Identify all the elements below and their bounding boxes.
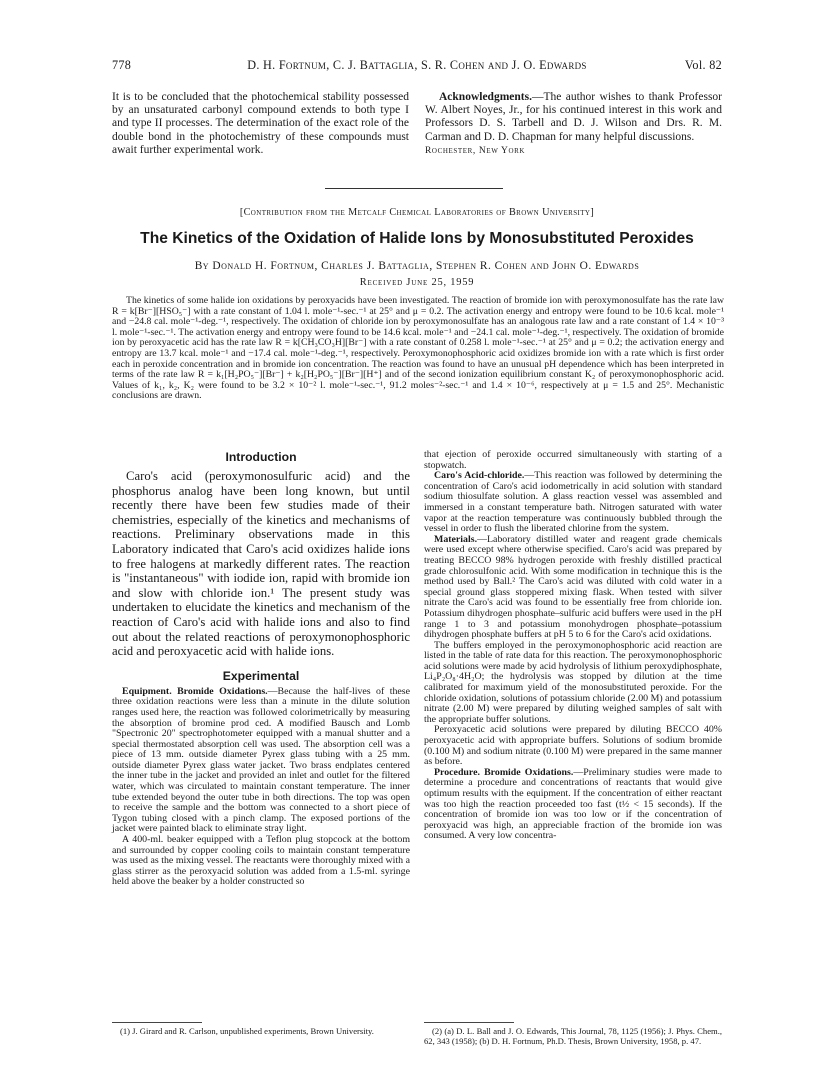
ack-heading: Acknowledgments. [439, 91, 532, 103]
introduction-heading: Introduction [225, 450, 297, 464]
equipment-text: —Because the half-lives of these three oxidation reactions were less than a minute in the dilute solution ranges used here, the reaction was followed colorimetrically by measuring the absorption of bromine prod ced. A modified Bausch and Lomb "Spectronic 20" spectrophotometer equipped with a manual shutter and a special thermostated absorption cell was used. The absorption cell was a piece of 13 mm. outside diameter Pyrex glass tubing with a 25 mm. outside diameter Pyrex glass water jacket. Two brass endplates centered the inner tube in the jacket and provided an inlet and outlet for the filtered water, which was circulated to maintain constant temperature. The inner tube extended beyond the outer tube in both directions. The top was open to receive the sample and the bottom was connected to a short piece of Tygon tubing closed with a pinch clamp. The exposed portions of the jacket were painted black to eliminate stray light. [112, 685, 410, 835]
prev-article-acknowledgments [425, 91, 722, 158]
procedure-heading: Procedure. Bromide Oxidations. [434, 766, 574, 778]
materials-text: —Laboratory distilled water and reagent grade chemicals were used except where otherwise specified. Caro's acid was prepared by treating BECCO 98% hydrogen peroxide with freshly distilled practical grade chlorosulfonic acid. With some modification in technique this is the method used by Ball.² The Caro's acid was diluted with cold water in a special ground glass stoppered mixing flask. When tested with silver nitrate the Caro's acid was found to be essentially free from chloride ion. Potassium dihydrogen phosphate–sulfuric acid buffers were used in the pH range 1 to 3 and potassium monohydrogen phosphate–potassium dihydrogen phosphate buffers at pH 5 to 6 for the Caro's acid oxidations. [424, 533, 722, 641]
equipment-paragraph [112, 687, 410, 835]
stopwatch-paragraph: that ejection of peroxide occurred simultaneously with starting of a stopwatch. [424, 449, 722, 471]
article-divider [325, 188, 503, 189]
mixing-vessel-paragraph: A 400-ml. beaker equipped with a Teflon plug stopcock at the bottom and surrounded by copper cooling coils to maintain constant temperature was used as the mixing vessel. The reactants were thoroughly mixed with a glass stirrer as the peroxyacid solution was added from a 1.5-ml. syringe held above the beaker by a holder constructed so [112, 834, 410, 888]
abstract [112, 296, 724, 402]
materials-paragraph [424, 535, 722, 641]
experimental-heading: Experimental [222, 668, 300, 683]
prev-article-location: Rochester, New York [425, 145, 526, 156]
buffers-paragraph: The buffers employed in the peroxymonophosphoric acid reaction are listed in the table of rate data for this reaction. The peroxymonophosphoric acid solutions were made by acid hydrolysis of lithium peroxydiphosphate, Li₄P₂O₈·4H₂O; the hydrolysis was stopped by dilution at the time calibrated for maximum yield of the monosubstituted peroxide. For the chloride oxidation, solutions of potassium chloride (2.00 M) and potassium nitrate (2.00 M) were prepared by diluting weighed samples of salt with the appropriate buffer solutions. [424, 639, 722, 725]
caro-chloride-heading: Caro's Acid-chloride. [434, 470, 525, 482]
footnote-2: (2) (a) D. L. Ball and J. O. Edwards, This Journal, 78, 1125 (1956); J. Phys. Chem., 62, 343 (1958); (b) D. H. Fortnum, Ph.D. Thesis, Brown University, 1958, p. 47. [424, 1026, 722, 1047]
introduction-text: Caro's acid (peroxymonosulfuric acid) and the phosphorus analog have been long known, but until recently there have been few studies made of their chemistries, especially of the kinetics and mechanisms of reactions. Preliminary observations made in this Laboratory indicated that Caro's acid oxidizes halide ions to free halogens at markedly different rates. The reaction is "instantaneous" with iodide ion, rapid with bromide ion and slow with chloride ion.¹ The present study was undertaken to elucidate the kinetics and mechanism of the reaction of Caro's acid with halide ions and also to find out about the related reactions of peroxymonophosphoric acid and peroxyacetic acid with halide ions. [112, 469, 410, 659]
procedure-text: —Preliminary studies were made to determine a procedure and concentrations of reactants that would give optimum results with the equipment. If the concentration of either reactant was too high the reaction proceeded too fast (t½ < 15 seconds). If the concentration of bromide ion was too low or if the concentration of peroxyacid was high, an appreciable fraction of the bromide ion was consumed. A very low concentra- [424, 766, 722, 842]
left-column [112, 450, 410, 888]
abstract-text: The kinetics of some halide ion oxidations by peroxyacids have been investigated. The reaction of bromide ion with peroxymonosulfate has the rate law R = k[Br⁻][HSO₅⁻] with a rate constant of 1.04 l. mole⁻¹-sec.⁻¹ at 25° and μ = 0.2. The activation energy and entropy were found to be 10.6 kcal. mole⁻¹ and −24.8 cal. mole⁻¹-deg.⁻¹, respectively. The oxidation of chloride ion by peroxymonosulfate has an analogous rate law and a rate constant of 1.4 × 10⁻³ l. mole⁻¹-sec.⁻¹. The activation energy and entropy were found to be 14.6 kcal. mole⁻¹ and −24.1 cal. mole⁻¹-deg.⁻¹, respectively. The oxidation of bromide ion by peroxyacetic acid has the rate law R = k[CH₃CO₃H][Br⁻] with a rate constant of 0.258 l. mole⁻¹-sec.⁻¹ at 25° and μ = 0.2; the activation energy and entropy are 13.7 kcal. mole⁻¹ and −17.4 cal. mole⁻¹-deg.⁻¹, respectively. Peroxymonophosphoric acid oxidizes bromide ion with a rate which is first order each in peroxide concentration and in bromide ion concentration. The reaction was found to have an unusual pH dependence which has been interpreted in terms of the rate law R = k₁[H₂PO₅⁻][Br⁻] + k₂[H₂PO₅⁻][Br⁻][H⁺] and of the second ionization equilibrium constant K₂ of peroxymonophosphoric acid. Values of k₁, k₂, K₂ were found to be 3.2 × 10⁻² l. mole⁻¹-sec.⁻¹, 91.2 moles⁻²-sec.⁻¹ and 1.4 × 10⁻⁶, respectively at μ = 1.5 and 25°. Mechanistic conclusions are drawn. [112, 295, 724, 402]
prev-article-conclusion: It is to be concluded that the photochemical stability possessed by an unsaturated carbonyl compound extends to both type I and type II processes. The determination of the exact role of the double bond in the photochemistry of these compounds must await further experimental work. [112, 91, 409, 156]
footnote-1: (1) J. Girard and R. Carlson, unpublished experiments, Brown University. [120, 1026, 374, 1036]
running-head-authors: D. H. Fortnum, C. J. Battaglia, S. R. Cohen and J. O. Edwards [247, 58, 587, 72]
contribution-line: [Contribution from the Metcalf Chemical Laboratories of Brown University] [239, 207, 595, 218]
article-title: The Kinetics of the Oxidation of Halide Ions by Monosubstituted Peroxides [140, 230, 694, 247]
volume-number: Vol. 82 [684, 58, 722, 72]
procedure-paragraph [424, 768, 722, 842]
article-byline: By Donald H. Fortnum, Charles J. Battaglia, Stephen R. Cohen and John O. Edwards [194, 260, 640, 272]
received-date: Received June 25, 1959 [359, 277, 475, 288]
page-number: 778 [112, 58, 132, 72]
caro-chloride-paragraph [424, 471, 722, 535]
caro-chloride-text: —This reaction was followed by determining the concentration of Caro's acid iodometrically in acid solution with standard sodium thiosulfate solution. A glass reaction vessel was assembled and immersed in a constant temperature bath. Nitrogen saturated with water vapor at the reaction temperature was continuously bubbled through the vessel in order to flush the liberated chlorine from the system. [424, 470, 722, 535]
right-footnote-rule [424, 1022, 514, 1023]
materials-heading: Materials. [434, 533, 478, 545]
peroxyacetic-paragraph: Peroxyacetic acid solutions were prepared by diluting BECCO 40% peroxyacetic acid with appropriate buffers. Solutions of sodium bromide (0.100 M) and sodium nitrate (0.100 M) were prepared in the same manner as before. [424, 724, 722, 768]
left-footnote-rule [112, 1022, 202, 1023]
equipment-heading: Equipment. Bromide Oxidations. [122, 685, 268, 697]
ack-text: —The author wishes to thank Professor W. Albert Noyes, Jr., for his continued interest in this work and Professors D. S. Tarbell and D. J. Wilson and Drs. R. M. Carman and D. D. Chapman for many helpful discussions. [425, 91, 722, 143]
right-column [424, 450, 722, 842]
